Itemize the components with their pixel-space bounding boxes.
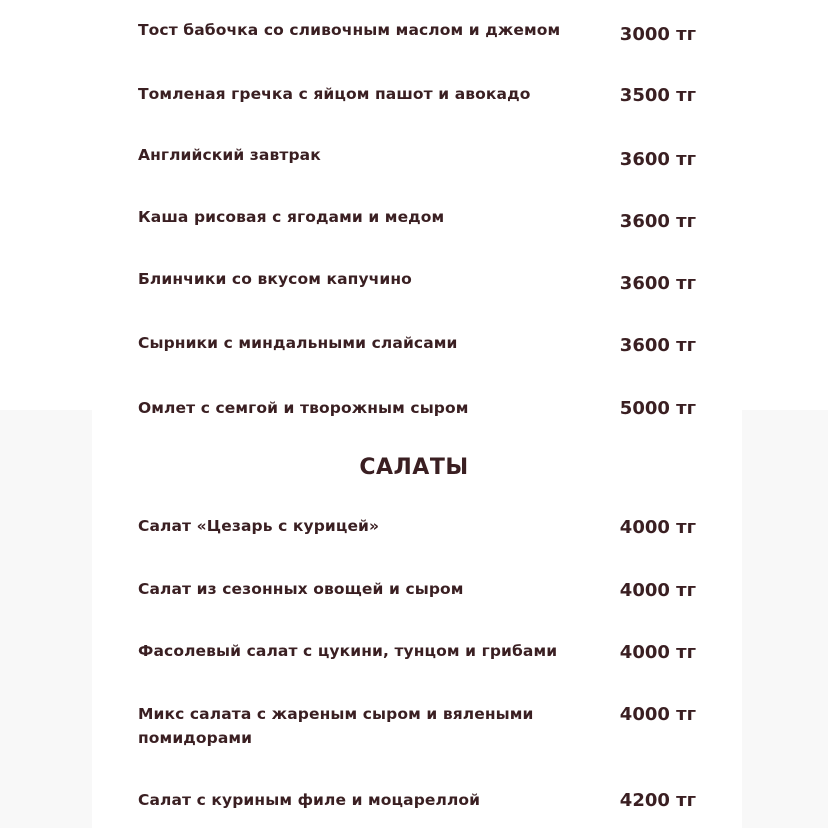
menu-item-price: 4000 тг xyxy=(619,642,696,663)
menu-item-name: Блинчики со вкусом капучино xyxy=(138,270,412,288)
menu-item-price: 4000 тг xyxy=(619,704,696,725)
menu-item-name: Английский завтрак xyxy=(138,146,321,164)
menu-item-name: Фасолевый салат с цукини, тунцом и грибами xyxy=(138,642,558,660)
menu-item-price: 3600 тг xyxy=(619,273,696,294)
menu-item-name: Каша рисовая с ягодами и медом xyxy=(138,208,445,226)
menu-item-name: Салат «Цезарь с курицей» xyxy=(138,517,380,535)
menu-item-name: Сырники с миндальными слайсами xyxy=(138,334,458,352)
menu-item-price: 4000 тг xyxy=(619,517,696,538)
menu-item-price: 3500 тг xyxy=(619,85,696,106)
menu-item-price: 3000 тг xyxy=(619,24,696,45)
menu-item-name: Салат из сезонных овощей и сыром xyxy=(138,580,464,598)
menu-item-price: 3600 тг xyxy=(619,335,696,356)
menu-item-price: 3600 тг xyxy=(619,211,696,232)
menu-item-price: 5000 тг xyxy=(619,398,696,419)
menu-item-price: 4000 тг xyxy=(619,580,696,601)
menu-item-name: Тост бабочка со сливочным маслом и джемом xyxy=(138,21,561,39)
menu-item-name: Салат с куриным филе и моцареллой xyxy=(138,791,481,809)
menu-item-name: Томленая гречка с яйцом пашот и авокадо xyxy=(138,85,531,103)
menu-item-name: Омлет с семгой и творожным сыром xyxy=(138,399,469,417)
section-title-salads: САЛАТЫ xyxy=(359,455,469,480)
menu-item-name: Микс салата с жареным сыром и вялеными помидорами xyxy=(138,705,534,747)
menu-item-price: 3600 тг xyxy=(619,149,696,170)
menu-item-price: 4200 тг xyxy=(619,790,696,811)
